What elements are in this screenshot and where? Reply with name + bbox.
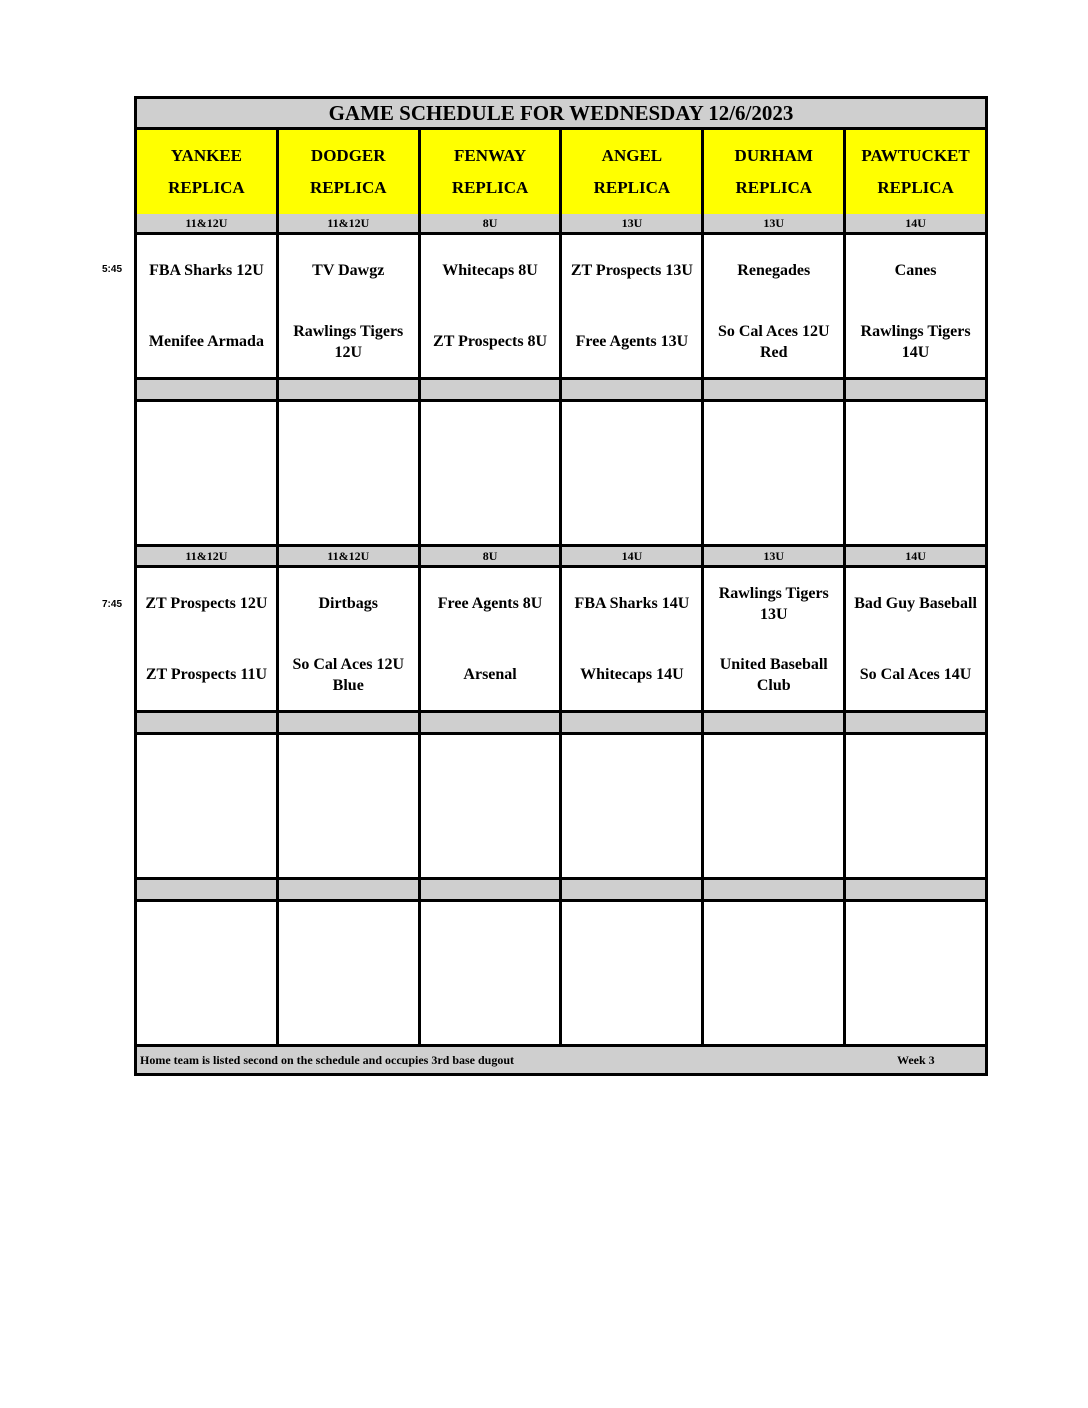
week-label: Week 3 bbox=[897, 1052, 935, 1067]
schedule-title: GAME SCHEDULE FOR WEDNESDAY 12/6/2023 bbox=[137, 99, 985, 127]
schedule-table bbox=[134, 96, 988, 1076]
field-sub: REPLICA bbox=[877, 178, 954, 197]
game-cell bbox=[279, 568, 418, 710]
game-cell bbox=[137, 235, 276, 377]
field-header-pawtucket bbox=[846, 130, 985, 214]
game-cell bbox=[846, 568, 985, 710]
away-team: Free Agents 8U bbox=[437, 595, 543, 612]
field-header-yankee bbox=[137, 130, 276, 214]
field-header-fenway bbox=[421, 130, 560, 214]
game-cell bbox=[562, 235, 701, 377]
field-name: FENWAY bbox=[454, 146, 527, 165]
away-team: Dirtbags bbox=[318, 595, 379, 612]
age-label: 8U bbox=[421, 214, 560, 232]
separator-row bbox=[137, 713, 985, 732]
age-label: 11&12U bbox=[137, 547, 276, 565]
age-row bbox=[137, 547, 985, 565]
field-header-dodger bbox=[279, 130, 418, 214]
field-name: ANGEL bbox=[601, 146, 663, 165]
field-sub: REPLICA bbox=[735, 178, 812, 197]
age-label: 11&12U bbox=[279, 547, 418, 565]
home-team: Free Agents 13U bbox=[575, 333, 689, 350]
field-sub: REPLICA bbox=[451, 178, 529, 197]
home-team: Rawlings Tigers 14U bbox=[860, 322, 971, 361]
game-cell bbox=[704, 568, 843, 710]
home-team: Rawlings Tigers 12U bbox=[293, 322, 404, 361]
age-label: 14U bbox=[846, 547, 985, 565]
away-team: FBA Sharks 12U bbox=[149, 262, 264, 279]
game-cell bbox=[846, 235, 985, 377]
field-name: PAWTUCKET bbox=[861, 146, 970, 165]
home-team: Menifee Armada bbox=[148, 333, 264, 350]
field-header-durham bbox=[704, 130, 843, 214]
empty-row bbox=[137, 902, 985, 1044]
away-team: Whitecaps 8U bbox=[442, 262, 538, 279]
home-team: Whitecaps 14U bbox=[580, 666, 684, 683]
age-label: 8U bbox=[421, 547, 560, 565]
away-team: ZT Prospects 13U bbox=[570, 262, 693, 279]
game-row bbox=[137, 568, 985, 710]
home-team: So Cal Aces 12U Blue bbox=[292, 655, 405, 694]
separator-row bbox=[137, 380, 985, 399]
away-team: ZT Prospects 12U bbox=[145, 595, 268, 612]
game-cell bbox=[421, 235, 560, 377]
home-team-note: Home team is listed second on the schedule and occupies 3rd base dugout bbox=[140, 1052, 515, 1067]
home-team: So Cal Aces 12U Red bbox=[717, 322, 830, 361]
field-sub: REPLICA bbox=[593, 178, 671, 197]
home-team: United Baseball Club bbox=[719, 655, 828, 694]
field-header-angel bbox=[562, 130, 701, 214]
game-cell bbox=[562, 568, 701, 710]
field-sub: REPLICA bbox=[168, 178, 245, 197]
field-name: YANKEE bbox=[170, 146, 242, 165]
field-header-row bbox=[137, 130, 985, 214]
age-label: 11&12U bbox=[137, 214, 276, 232]
game-cell bbox=[137, 568, 276, 710]
home-team: ZT Prospects 11U bbox=[145, 666, 268, 683]
away-team: Renegades bbox=[737, 262, 811, 279]
age-row bbox=[137, 214, 985, 232]
home-team: So Cal Aces 14U bbox=[859, 666, 972, 683]
age-label: 13U bbox=[562, 214, 701, 232]
age-label: 11&12U bbox=[279, 214, 418, 232]
away-team: Canes bbox=[894, 262, 937, 279]
home-team: Arsenal bbox=[463, 666, 517, 683]
schedule-footer bbox=[137, 1047, 985, 1073]
age-label: 14U bbox=[562, 547, 701, 565]
empty-row bbox=[137, 735, 985, 877]
home-team: ZT Prospects 8U bbox=[433, 333, 548, 350]
time-label: 7:45 bbox=[102, 599, 123, 610]
game-cell bbox=[421, 568, 560, 710]
game-row bbox=[137, 235, 985, 377]
game-cell bbox=[279, 235, 418, 377]
field-name: DURHAM bbox=[734, 146, 813, 165]
away-team: Rawlings Tigers 13U bbox=[718, 584, 829, 623]
field-sub: REPLICA bbox=[309, 178, 387, 197]
field-name: DODGER bbox=[310, 146, 386, 165]
time-label: 5:45 bbox=[102, 264, 123, 275]
age-label: 13U bbox=[704, 214, 843, 232]
age-label: 13U bbox=[704, 547, 843, 565]
away-team: TV Dawgz bbox=[312, 262, 385, 279]
empty-row bbox=[137, 402, 985, 544]
separator-row bbox=[137, 880, 985, 899]
game-cell bbox=[704, 235, 843, 377]
away-team: Bad Guy Baseball bbox=[854, 595, 977, 612]
away-team: FBA Sharks 14U bbox=[574, 595, 690, 612]
age-label: 14U bbox=[846, 214, 985, 232]
